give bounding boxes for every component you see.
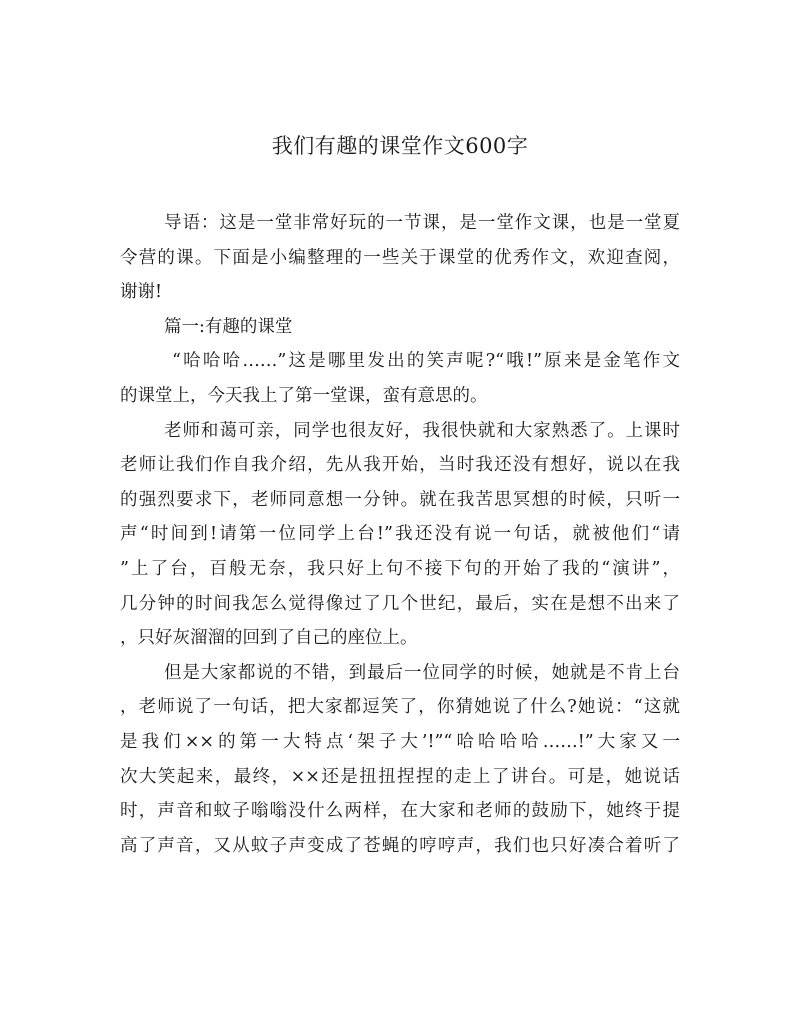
paragraph-intro-line-3: 谢谢! <box>120 282 163 303</box>
paragraph-3-line-5: 时，声音和蚊子嗡嗡没什么两样，在大家和老师的鼓励下，她终于提 <box>120 801 680 822</box>
paragraph-2-line-2: 老师让我们作自我介绍，先从我开始，当时我还没有想好，说以在我 <box>120 455 680 476</box>
paragraph-1-line-1: “哈哈哈……”这是哪里发出的笑声呢?“哦!”原来是金笔作文 <box>172 351 680 372</box>
paragraph-2-line-5: ”上了台，百般无奈，我只好上句不接下句的开始了我的“演讲”， <box>120 558 680 579</box>
paragraph-2-line-4: 声“时间到!请第一位同学上台!”我还没有说一句话，就被他们“请 <box>120 524 680 545</box>
paragraph-1-line-2: 的课堂上，今天我上了第一堂课，蛮有意思的。 <box>120 385 488 406</box>
paragraph-intro-line-2: 令营的课。下面是小编整理的一些关于课堂的优秀作文，欢迎查阅， <box>120 247 680 268</box>
paragraph-intro-line-1: 导语：这是一堂非常好玩的一节课，是一堂作文课，也是一堂夏 <box>164 213 680 233</box>
paragraph-3-line-2: ，老师说了一句话，把大家都逗笑了，你猜她说了什么?她说：“这就 <box>120 697 680 718</box>
paragraph-2-line-1: 老师和蔼可亲，同学也很友好，我很快就和大家熟悉了。上课时 <box>164 420 680 441</box>
article-body <box>120 206 680 863</box>
paragraph-3-line-1: 但是大家都说的不错，到最后一位同学的时候，她就是不肯上台 <box>164 662 680 683</box>
paragraph-2-line-3: 的强烈要求下，老师同意想一分钟。就在我苦思冥想的时候，只听一 <box>120 489 680 510</box>
paragraph-2-line-6: 几分钟的时间我怎么觉得像过了几个世纪，最后，实在是想不出来了 <box>120 593 680 614</box>
paragraph-3-line-3: 是我们××的第一大特点‘架子大’!”“哈哈哈哈……!”大家又一 <box>120 731 680 752</box>
paragraph-3-line-6: 高了声音，又从蚊子声变成了苍蝇的哼哼声，我们也只好凑合着听了 <box>120 835 680 856</box>
page-title: 我们有趣的课堂作文600字 <box>271 134 529 158</box>
paragraph-2-line-7: ，只好灰溜溜的回到了自己的座位上。 <box>120 628 418 649</box>
paragraph-3-line-4: 次大笑起来，最终，××还是扭扭捏捏的走上了讲台。可是，她说话 <box>120 766 680 787</box>
section-heading: 篇一:有趣的课堂 <box>164 316 293 337</box>
